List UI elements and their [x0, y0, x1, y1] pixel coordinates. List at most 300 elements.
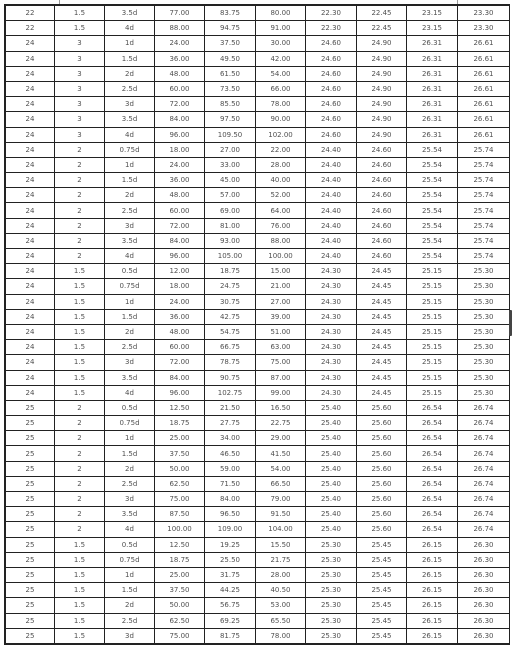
table-cell: 1.5 [55, 264, 105, 279]
table-cell: 24.45 [357, 279, 407, 294]
table-cell: 28.00 [256, 157, 306, 172]
table-cell: 24 [6, 249, 55, 264]
table-cell: 37.50 [155, 583, 205, 598]
table-cell: 1.5 [55, 340, 105, 355]
table-cell: 25.54 [407, 249, 458, 264]
table-cell: 36.00 [155, 173, 205, 188]
table-cell: 24.60 [306, 127, 357, 142]
table-cell: 25 [6, 522, 55, 537]
table-cell: 87.00 [256, 370, 306, 385]
table-cell: 1.5 [55, 370, 105, 385]
table-cell: 25.30 [306, 537, 357, 552]
table-cell: 109.50 [205, 127, 256, 142]
table-cell: 64.00 [256, 203, 306, 218]
table-cell: 18.00 [155, 279, 205, 294]
table-cell: 18.75 [155, 416, 205, 431]
table-cell: 69.00 [205, 203, 256, 218]
table-cell: 50.00 [155, 598, 205, 613]
table-cell: 26.74 [458, 431, 510, 446]
table-cell: 26.61 [458, 127, 510, 142]
table-cell: 1.5 [55, 21, 105, 36]
table-cell: 25.00 [155, 431, 205, 446]
table-cell: 25.54 [407, 218, 458, 233]
table-cell: 26.31 [407, 66, 458, 81]
table-cell: 24.60 [357, 157, 407, 172]
table-cell: 44.25 [205, 583, 256, 598]
table-cell: 24 [6, 309, 55, 324]
table-cell: 22 [6, 6, 55, 21]
table-cell: 24.40 [306, 173, 357, 188]
table-cell: 25.40 [306, 416, 357, 431]
table-cell: 78.00 [256, 97, 306, 112]
table-cell: 25.74 [458, 233, 510, 248]
table-cell: 4d [105, 21, 155, 36]
table-cell: 3 [55, 66, 105, 81]
table-cell: 19.25 [205, 537, 256, 552]
table-cell: 25.45 [357, 537, 407, 552]
table-cell: 24 [6, 385, 55, 400]
table-cell: 24.60 [306, 97, 357, 112]
table-row [6, 218, 510, 233]
table-cell: 24.30 [306, 279, 357, 294]
table-cell: 1d [105, 567, 155, 582]
table-cell: 22.45 [357, 6, 407, 21]
table-cell: 2d [105, 324, 155, 339]
table-cell: 24.00 [155, 294, 205, 309]
spec-table [5, 5, 510, 644]
table-cell: 2 [55, 492, 105, 507]
table-cell: 24 [6, 294, 55, 309]
table-cell: 26.15 [407, 583, 458, 598]
table-cell: 23.15 [407, 6, 458, 21]
table-cell: 24 [6, 233, 55, 248]
table-cell: 26.61 [458, 36, 510, 51]
table-cell: 24 [6, 51, 55, 66]
table-cell: 62.50 [155, 613, 205, 628]
table-cell: 26.54 [407, 476, 458, 491]
table-cell: 15.00 [256, 264, 306, 279]
table-cell: 25.40 [306, 507, 357, 522]
table-cell: 25.45 [357, 628, 407, 643]
table-cell: 24.90 [357, 66, 407, 81]
table-row [6, 583, 510, 598]
table-cell: 24.45 [357, 309, 407, 324]
table-row [6, 81, 510, 96]
table-row [6, 340, 510, 355]
table-cell: 25.45 [357, 583, 407, 598]
table-cell: 16.50 [256, 400, 306, 415]
table-cell: 24.30 [306, 324, 357, 339]
table-cell: 60.00 [155, 340, 205, 355]
table-cell: 24 [6, 36, 55, 51]
table-cell: 84.00 [205, 492, 256, 507]
table-cell: 66.50 [256, 476, 306, 491]
table-cell: 24.45 [357, 264, 407, 279]
table-cell: 26.31 [407, 97, 458, 112]
table-cell: 1.5 [55, 567, 105, 582]
table-cell: 97.50 [205, 112, 256, 127]
table-cell: 90.75 [205, 370, 256, 385]
table-cell: 1.5 [55, 309, 105, 324]
table-cell: 25.30 [306, 552, 357, 567]
table-cell: 26.74 [458, 461, 510, 476]
table-cell: 24.40 [306, 233, 357, 248]
table-cell: 61.50 [205, 66, 256, 81]
table-cell: 2 [55, 461, 105, 476]
table-cell: 2 [55, 157, 105, 172]
table-cell: 26.15 [407, 598, 458, 613]
table-cell: 49.50 [205, 51, 256, 66]
table-cell: 2 [55, 218, 105, 233]
table-cell: 25.30 [458, 324, 510, 339]
table-cell: 24.45 [357, 340, 407, 355]
table-cell: 26.31 [407, 112, 458, 127]
table-cell: 0.75d [105, 552, 155, 567]
table-cell: 2 [55, 522, 105, 537]
table-cell: 22.00 [256, 142, 306, 157]
document-page [4, 4, 510, 645]
table-cell: 24.30 [306, 264, 357, 279]
table-cell: 3.5d [105, 507, 155, 522]
table-cell: 24.90 [357, 81, 407, 96]
table-cell: 1.5 [55, 324, 105, 339]
table-row [6, 203, 510, 218]
table-cell: 2.5d [105, 613, 155, 628]
table-cell: 25.74 [458, 173, 510, 188]
table-row [6, 446, 510, 461]
table-cell: 25.45 [357, 598, 407, 613]
table-cell: 25.74 [458, 203, 510, 218]
table-cell: 22.30 [306, 21, 357, 36]
table-cell: 42.00 [256, 51, 306, 66]
table-cell: 2.5d [105, 81, 155, 96]
table-cell: 4d [105, 249, 155, 264]
table-cell: 24.60 [306, 81, 357, 96]
table-cell: 25 [6, 507, 55, 522]
table-cell: 24.90 [357, 127, 407, 142]
table-cell: 1.5 [55, 537, 105, 552]
table-cell: 2.5d [105, 476, 155, 491]
table-cell: 1.5 [55, 279, 105, 294]
table-cell: 26.74 [458, 507, 510, 522]
table-cell: 26.30 [458, 552, 510, 567]
table-cell: 42.75 [205, 309, 256, 324]
table-cell: 26.30 [458, 567, 510, 582]
table-row [6, 507, 510, 522]
table-row [6, 537, 510, 552]
table-cell: 26.30 [458, 537, 510, 552]
table-cell: 24.60 [357, 142, 407, 157]
table-cell: 22.45 [357, 21, 407, 36]
table-cell: 24.60 [357, 188, 407, 203]
table-cell: 72.00 [155, 97, 205, 112]
table-cell: 25.74 [458, 188, 510, 203]
table-cell: 3.5d [105, 112, 155, 127]
table-cell: 3 [55, 97, 105, 112]
table-cell: 25.40 [306, 400, 357, 415]
table-cell: 25 [6, 567, 55, 582]
table-cell: 4d [105, 385, 155, 400]
table-cell: 2 [55, 431, 105, 446]
table-row [6, 173, 510, 188]
table-row [6, 188, 510, 203]
table-cell: 26.15 [407, 613, 458, 628]
table-row [6, 416, 510, 431]
table-cell: 25.54 [407, 142, 458, 157]
table-cell: 25 [6, 552, 55, 567]
table-cell: 25.54 [407, 203, 458, 218]
table-cell: 2 [55, 188, 105, 203]
table-row [6, 157, 510, 172]
table-cell: 21.50 [205, 400, 256, 415]
table-cell: 93.00 [205, 233, 256, 248]
table-cell: 102.75 [205, 385, 256, 400]
table-cell: 0.75d [105, 279, 155, 294]
table-cell: 26.74 [458, 446, 510, 461]
table-cell: 26.30 [458, 628, 510, 643]
table-cell: 1.5 [55, 355, 105, 370]
table-cell: 2d [105, 461, 155, 476]
table-cell: 25.60 [357, 476, 407, 491]
table-cell: 26.54 [407, 461, 458, 476]
table-cell: 25.60 [357, 461, 407, 476]
table-row [6, 461, 510, 476]
table-cell: 1.5 [55, 583, 105, 598]
table-cell: 100.00 [256, 249, 306, 264]
table-cell: 71.50 [205, 476, 256, 491]
table-cell: 48.00 [155, 324, 205, 339]
table-cell: 41.50 [256, 446, 306, 461]
table-cell: 24.60 [306, 112, 357, 127]
table-cell: 84.00 [155, 370, 205, 385]
table-cell: 25 [6, 431, 55, 446]
table-cell: 78.00 [256, 628, 306, 643]
table-cell: 25.15 [407, 264, 458, 279]
table-cell: 25 [6, 476, 55, 491]
table-cell: 48.00 [155, 66, 205, 81]
table-cell: 24 [6, 370, 55, 385]
table-cell: 25.60 [357, 522, 407, 537]
table-cell: 24 [6, 112, 55, 127]
table-cell: 26.15 [407, 552, 458, 567]
table-cell: 79.00 [256, 492, 306, 507]
table-cell: 73.50 [205, 81, 256, 96]
table-cell: 24.00 [155, 157, 205, 172]
table-cell: 83.75 [205, 6, 256, 21]
table-row [6, 355, 510, 370]
table-cell: 25.30 [306, 567, 357, 582]
scroll-indicator[interactable] [509, 310, 512, 336]
table-cell: 26.74 [458, 492, 510, 507]
table-cell: 46.50 [205, 446, 256, 461]
table-row [6, 370, 510, 385]
table-cell: 25.30 [306, 628, 357, 643]
table-cell: 24.30 [306, 340, 357, 355]
table-cell: 3d [105, 492, 155, 507]
table-row [6, 112, 510, 127]
table-cell: 18.00 [155, 142, 205, 157]
table-cell: 25.74 [458, 157, 510, 172]
table-cell: 24 [6, 218, 55, 233]
table-cell: 48.00 [155, 188, 205, 203]
table-cell: 50.00 [155, 461, 205, 476]
table-cell: 26.31 [407, 127, 458, 142]
table-cell: 24 [6, 127, 55, 142]
table-cell: 2 [55, 233, 105, 248]
table-row [6, 309, 510, 324]
table-cell: 26.54 [407, 522, 458, 537]
table-cell: 25.30 [458, 294, 510, 309]
table-cell: 109.00 [205, 522, 256, 537]
table-cell: 25.40 [306, 446, 357, 461]
table-row [6, 51, 510, 66]
table-cell: 23.15 [407, 21, 458, 36]
table-cell: 54.75 [205, 324, 256, 339]
table-cell: 36.00 [155, 51, 205, 66]
table-cell: 1.5 [55, 385, 105, 400]
table-cell: 0.5d [105, 400, 155, 415]
table-cell: 26.74 [458, 400, 510, 415]
table-cell: 24.40 [306, 218, 357, 233]
table-cell: 24.60 [306, 36, 357, 51]
table-cell: 24.60 [357, 249, 407, 264]
table-cell: 24 [6, 66, 55, 81]
table-cell: 24.60 [357, 173, 407, 188]
table-cell: 25.30 [458, 355, 510, 370]
table-cell: 23.30 [458, 6, 510, 21]
table-cell: 66.75 [205, 340, 256, 355]
table-cell: 25 [6, 400, 55, 415]
table-cell: 1.5d [105, 583, 155, 598]
table-row [6, 249, 510, 264]
table-cell: 96.00 [155, 127, 205, 142]
table-cell: 80.00 [256, 6, 306, 21]
table-cell: 25.30 [458, 340, 510, 355]
table-cell: 85.50 [205, 97, 256, 112]
table-cell: 2 [55, 507, 105, 522]
table-cell: 4d [105, 522, 155, 537]
table-cell: 60.00 [155, 203, 205, 218]
table-row [6, 264, 510, 279]
table-cell: 96.50 [205, 507, 256, 522]
table-row [6, 127, 510, 142]
table-cell: 2 [55, 203, 105, 218]
table-cell: 24.60 [357, 218, 407, 233]
table-cell: 1d [105, 36, 155, 51]
table-cell: 26.15 [407, 628, 458, 643]
table-cell: 45.00 [205, 173, 256, 188]
table-cell: 24.90 [357, 112, 407, 127]
table-cell: 24 [6, 157, 55, 172]
table-cell: 24.40 [306, 188, 357, 203]
table-cell: 25.54 [407, 173, 458, 188]
table-cell: 30.00 [256, 36, 306, 51]
table-cell: 26.31 [407, 51, 458, 66]
table-cell: 12.50 [155, 400, 205, 415]
table-cell: 2 [55, 249, 105, 264]
table-cell: 99.00 [256, 385, 306, 400]
table-row [6, 613, 510, 628]
table-cell: 57.00 [205, 188, 256, 203]
table-cell: 2 [55, 446, 105, 461]
table-cell: 37.50 [155, 446, 205, 461]
table-cell: 3 [55, 36, 105, 51]
table-cell: 3 [55, 127, 105, 142]
table-cell: 25.30 [306, 613, 357, 628]
table-cell: 2 [55, 476, 105, 491]
table-cell: 12.50 [155, 537, 205, 552]
table-cell: 62.50 [155, 476, 205, 491]
table-cell: 24 [6, 203, 55, 218]
table-cell: 24 [6, 97, 55, 112]
table-cell: 26.30 [458, 598, 510, 613]
table-row [6, 36, 510, 51]
table-cell: 18.75 [205, 264, 256, 279]
table-cell: 24 [6, 279, 55, 294]
table-row [6, 552, 510, 567]
table-cell: 0.75d [105, 142, 155, 157]
table-cell: 12.00 [155, 264, 205, 279]
table-cell: 22 [6, 21, 55, 36]
table-cell: 24.45 [357, 294, 407, 309]
table-cell: 0.5d [105, 264, 155, 279]
table-cell: 25.40 [306, 492, 357, 507]
table-cell: 24.90 [357, 36, 407, 51]
table-cell: 2 [55, 400, 105, 415]
table-cell: 24 [6, 340, 55, 355]
table-cell: 21.75 [256, 552, 306, 567]
table-row [6, 522, 510, 537]
table-cell: 24.30 [306, 355, 357, 370]
table-cell: 63.00 [256, 340, 306, 355]
table-cell: 3.5d [105, 370, 155, 385]
table-cell: 25.30 [458, 309, 510, 324]
table-row [6, 431, 510, 446]
table-cell: 25.45 [357, 552, 407, 567]
table-cell: 39.00 [256, 309, 306, 324]
table-cell: 26.54 [407, 507, 458, 522]
table-cell: 1d [105, 294, 155, 309]
table-cell: 54.00 [256, 66, 306, 81]
table-row [6, 6, 510, 21]
table-cell: 0.75d [105, 416, 155, 431]
table-row [6, 279, 510, 294]
table-cell: 72.00 [155, 218, 205, 233]
table-cell: 88.00 [256, 233, 306, 248]
table-cell: 25.40 [306, 461, 357, 476]
table-cell: 26.30 [458, 583, 510, 598]
table-cell: 72.00 [155, 355, 205, 370]
table-row [6, 598, 510, 613]
table-cell: 81.00 [205, 218, 256, 233]
table-row [6, 628, 510, 643]
table-cell: 25.60 [357, 431, 407, 446]
table-cell: 21.00 [256, 279, 306, 294]
table-cell: 75.00 [256, 355, 306, 370]
table-cell: 25 [6, 537, 55, 552]
table-cell: 1.5 [55, 628, 105, 643]
table-cell: 51.00 [256, 324, 306, 339]
table-cell: 26.61 [458, 97, 510, 112]
table-cell: 2.5d [105, 203, 155, 218]
table-cell: 3d [105, 628, 155, 643]
table-cell: 25 [6, 613, 55, 628]
table-cell: 3 [55, 81, 105, 96]
table-cell: 24.45 [357, 370, 407, 385]
table-cell: 26.15 [407, 567, 458, 582]
table-row [6, 142, 510, 157]
table-cell: 1.5d [105, 51, 155, 66]
